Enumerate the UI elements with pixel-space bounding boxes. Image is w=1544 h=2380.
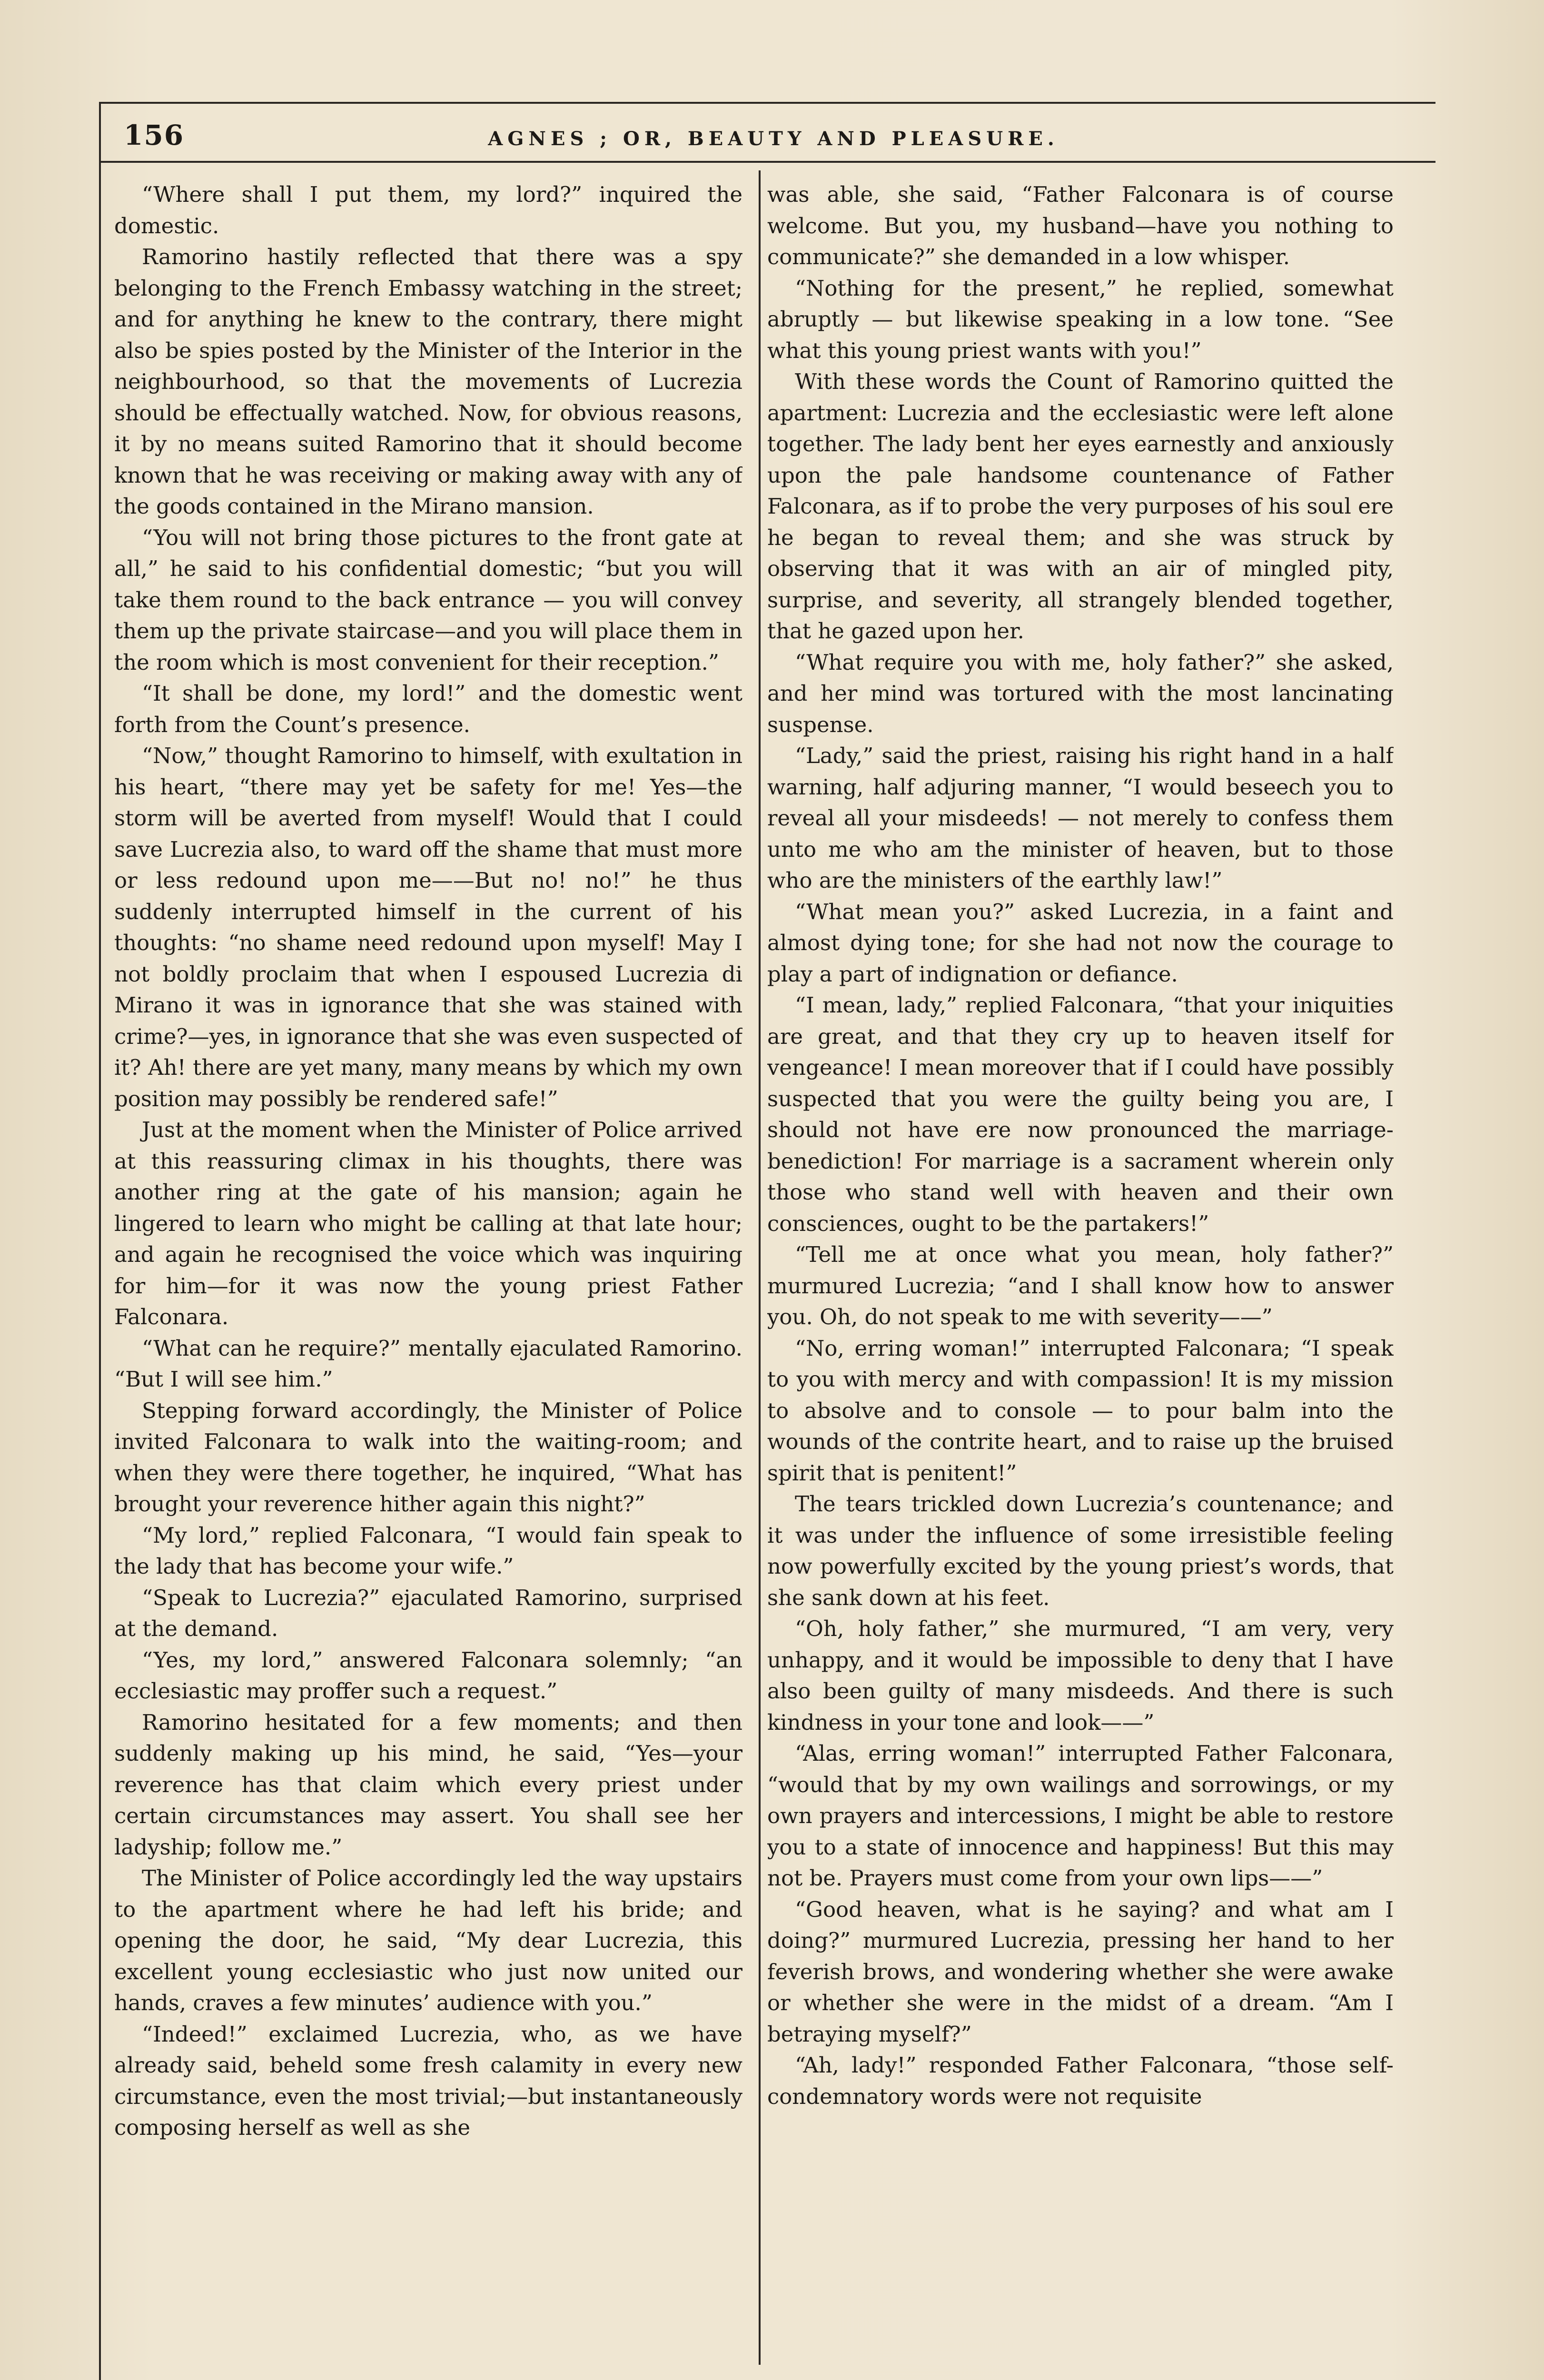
paragraph: Ramorino hastily reflected that there was a spy belonging to the French Embassy watching in the street; and for anything he knew to the contrary, there might also be spies posted by the Minister of the Interior in the neighbourhood, so that the movements of Lucrezia should be effectually watched. Now, for obvious reasons, it by no means suited Ramorino that it should become known that he was receiving or making away with any of the goods contained in the Mirano mansion. <box>114 244 742 519</box>
running-title: AGNES ; OR, BEAUTY AND PLEASURE. <box>488 128 1059 150</box>
frame-left-rule <box>99 102 101 2380</box>
header-rule <box>99 161 1435 163</box>
paragraph: Stepping forward accordingly, the Minister of Police invited Falconara to walk into the waiting-room; and when they were there together, he inquired, “What has brought your reverence hither again this night?” <box>114 1398 742 1517</box>
paragraph: “Alas, erring woman!” interrupted Father Falconara, “would that by my own wailings and sorrowings, or my own prayers and intercessions, I might be able to restore you to a state of innocence and happiness! But this may not be. Prayers must come from your own lips——” <box>767 1741 1394 1891</box>
page-header <box>124 110 1423 158</box>
left-text-column <box>114 179 742 2369</box>
paragraph: “Nothing for the present,” he replied, somewhat abruptly — but likewise speaking in a low tone. “See what this young priest wants with you!” <box>767 275 1394 363</box>
paragraph: “Where shall I put them, my lord?” inquired the domestic. <box>114 182 742 238</box>
paragraph: “My lord,” replied Falconara, “I would fain speak to the lady that has become your wife.” <box>114 1522 742 1579</box>
paragraph: “Lady,” said the priest, raising his right hand in a half warning, half adjuring manner, “I would beseech you to reveal all your misdeeds! — not merely to confess them unto me who am the minister of heaven, but to those who are the ministers of the earthly law!” <box>767 743 1394 893</box>
paragraph: “Speak to Lucrezia?” ejaculated Ramorino, surprised at the demand. <box>114 1585 742 1641</box>
paragraph: Ramorino hesitated for a few moments; and then suddenly making up his mind, he said, “Yes—your reverence has that claim which every priest under certain circumstances may assert. You shall see her ladyship; follow me.” <box>114 1709 742 1860</box>
right-text-column <box>767 179 1394 2369</box>
paragraph: “Indeed!” exclaimed Lucrezia, who, as we have already said, beheld some fresh calamity in every new circumstance, even the most trivial;—but instantaneously composing herself as well as she <box>114 2021 742 2140</box>
paragraph: With these words the Count of Ramorino quitted the apartment: Lucrezia and the ecclesiastic were left alone together. The lady bent her eyes earnestly and anxiously upon the pale handsome countenance of Father Falconara, as if to probe the very purposes of his soul ere he began to reveal them; and she was struck by observing that it was with an air of mingled pity, surprise, and severity, all strangely blended together, that he gazed upon her. <box>767 369 1394 644</box>
paragraph: “What can he require?” mentally ejaculated Ramorino. “But I will see him.” <box>114 1335 742 1392</box>
paragraph: “Ah, lady!” responded Father Falconara, “those self-condemnatory words were not requisite <box>767 2053 1394 2109</box>
paragraph: “What require you with me, holy father?” she asked, and her mind was tortured with the most lancinating suspense. <box>767 649 1394 737</box>
paragraph: “Yes, my lord,” answered Falconara solemnly; “an ecclesiastic may proffer such a request.” <box>114 1647 742 1704</box>
paragraph: “You will not bring those pictures to the front gate at all,” he said to his confidential domestic; “but you will take them round to the back entrance — you will convey them up the private staircase—and you will place them in the room which is most convenient for their reception.” <box>114 525 742 675</box>
paragraph: “I mean, lady,” replied Falconara, “that your iniquities are great, and that they cry up to heaven itself for vengeance! I mean moreover that if I could have possibly suspected that you were the guilty being you are, I should not have ere now pronounced the marriage-benediction! For marriage is a sacrament wherein only those who stand well with heaven and their own consciences, ought to be the partakers!” <box>767 992 1394 1236</box>
paragraph: was able, she said, “Father Falconara is of course welcome. But you, my husband—have you nothing to communicate?” she demanded in a low whisper. <box>767 182 1394 269</box>
paragraph: The tears trickled down Lucrezia’s countenance; and it was under the influence of some irresistible feeling now powerfully excited by the young priest’s words, that she sank down at his feet. <box>767 1491 1394 1610</box>
paragraph: “Tell me at once what you mean, holy father?” murmured Lucrezia; “and I shall know how to answer you. Oh, do not speak to me with severity——” <box>767 1242 1394 1329</box>
paragraph: “What mean you?” asked Lucrezia, in a faint and almost dying tone; for she had not now the courage to play a part of indignation or defiance. <box>767 899 1394 987</box>
column-divider <box>759 170 761 2365</box>
frame-top-rule <box>99 102 1435 104</box>
paragraph: “No, erring woman!” interrupted Falconara; “I speak to you with mercy and with compassion! It is my mission to absolve and to console — to pour balm into the wounds of the contrite heart, and to raise up the bruised spirit that is penitent!” <box>767 1335 1394 1486</box>
paragraph: “It shall be done, my lord!” and the domestic went forth from the Count’s presence. <box>114 681 742 737</box>
page-number: 156 <box>124 119 185 151</box>
paragraph: “Now,” thought Ramorino to himself, with exultation in his heart, “there may yet be safety for me! Yes—the storm will be averted from myself! Would that I could save Lucrezia also, to ward off the shame that must more or less redound upon me——But no! no!” he thus suddenly interrupted himself in the current of his thoughts: “no shame need redound upon myself! May I not boldly proclaim that when I espoused Lucrezia di Mirano it was in ignorance that she was stained with crime?—yes, in ignorance that she was even suspected of it? Ah! there are yet many, many means by which my own position may possibly be rendered safe!” <box>114 743 742 1111</box>
paragraph: “Good heaven, what is he saying? and what am I doing?” murmured Lucrezia, pressing her hand to her feverish brows, and wondering whether she were awake or whether she were in the midst of a dream. “Am I betraying myself?” <box>767 1896 1394 2047</box>
paragraph: The Minister of Police accordingly led the way upstairs to the apartment where he had left his bride; and opening the door, he said, “My dear Lucrezia, this excellent young ecclesiastic who just now united our hands, craves a few minutes’ audience with you.” <box>114 1865 742 2015</box>
paragraph: “Oh, holy father,” she murmured, “I am very, very unhappy, and it would be impossible to deny that I have also been guilty of many misdeeds. And there is such kindness in your tone and look——” <box>767 1616 1394 1735</box>
paragraph: Just at the moment when the Minister of Police arrived at this reassuring climax in his thoughts, there was another ring at the gate of his mansion; again he lingered to learn who might be calling at that late hour; and again he recognised the voice which was inquiring for him—for it was now the young priest Father Falconara. <box>114 1117 742 1329</box>
